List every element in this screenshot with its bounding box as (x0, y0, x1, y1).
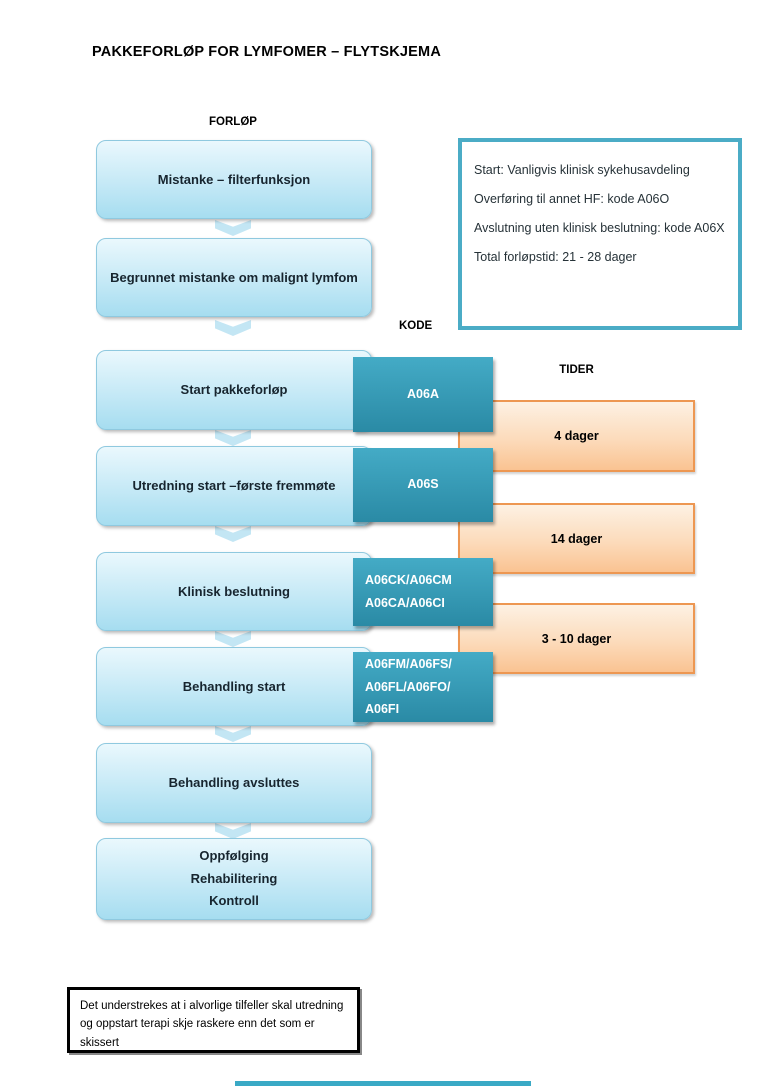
note-text: Det understrekes at i alvorlige tilfeller skal utredning og oppstart terapi skje raskere enn det som er skissert (80, 1000, 344, 1049)
time-box-3-10-dager (458, 603, 695, 674)
column-header-kode: KODE (399, 320, 433, 332)
code-label: A06A (407, 386, 439, 401)
info-line: Overføring til annet HF: kode A06O (474, 192, 670, 207)
flow-step-label: Klinisk beslutning (178, 583, 290, 599)
arrow-down-icon (215, 320, 251, 336)
arrow-down-icon (215, 430, 251, 446)
code-label: A06S (407, 477, 439, 492)
flow-step-label: Begrunnet mistanke om malignt lymfom (110, 269, 358, 285)
flow-step-label: Behandling start (182, 678, 286, 694)
info-line: Total forløpstid: 21 - 28 dager (474, 250, 637, 265)
code-box-a06a (353, 357, 493, 432)
flow-step-label: Mistanke – filterfunksjon (157, 171, 311, 187)
code-label: A06CK/A06CM (365, 572, 452, 587)
info-box (458, 138, 742, 330)
arrow-down-icon (215, 823, 251, 839)
flow-step-begrunnet-mistanke (96, 238, 372, 317)
code-label: A06FL/A06FO/ (365, 679, 451, 694)
flow-step-label: Start pakkeforløp (180, 382, 288, 398)
arrow-down-icon (215, 220, 251, 236)
time-box-4-dager (458, 400, 695, 472)
flow-step-label: Kontroll (209, 893, 259, 909)
flow-step-behandling-avsluttes (96, 743, 372, 823)
arrow-down-icon (215, 726, 251, 742)
arrow-down-icon (215, 526, 251, 542)
page-title: PAKKEFORLØP FOR LYMFOMER – FLYTSKJEMA (92, 44, 441, 60)
flow-step-utredning-start (96, 446, 372, 526)
code-box-a06s (353, 448, 493, 522)
flow-step-oppfolging (96, 838, 372, 920)
code-box-klinisk-beslutning (353, 558, 493, 626)
note-box (67, 987, 360, 1053)
code-label: A06FM/A06FS/ (365, 657, 452, 672)
column-header-tider: TIDER (559, 364, 594, 376)
flow-step-klinisk-beslutning (96, 552, 372, 631)
column-header-forlop: FORLØP (209, 116, 257, 128)
code-box-behandling-start (353, 652, 493, 722)
time-label: 3 - 10 dager (541, 631, 612, 646)
next-page-edge (235, 1081, 531, 1086)
flow-step-label: Behandling avsluttes (168, 775, 300, 791)
time-label: 14 dager (550, 531, 603, 546)
arrow-down-icon (215, 631, 251, 647)
code-label: A06CA/A06CI (365, 596, 445, 610)
time-label: 4 dager (554, 429, 599, 443)
flow-step-behandling-start (96, 647, 372, 726)
time-box-14-dager (458, 503, 695, 574)
info-line: Avslutning uten klinisk beslutning: kode A06X (474, 221, 725, 236)
flow-step-start-pakkeforlop (96, 350, 372, 430)
flow-step-label: Utredning start –første fremmøte (132, 478, 336, 494)
code-label: A06FI (365, 702, 400, 717)
info-line: Start: Vanligvis klinisk sykehusavdeling (474, 163, 690, 177)
flow-step-mistanke (96, 140, 372, 219)
flow-step-label: Rehabilitering (190, 870, 278, 886)
flow-step-label: Oppfølging (199, 847, 269, 863)
